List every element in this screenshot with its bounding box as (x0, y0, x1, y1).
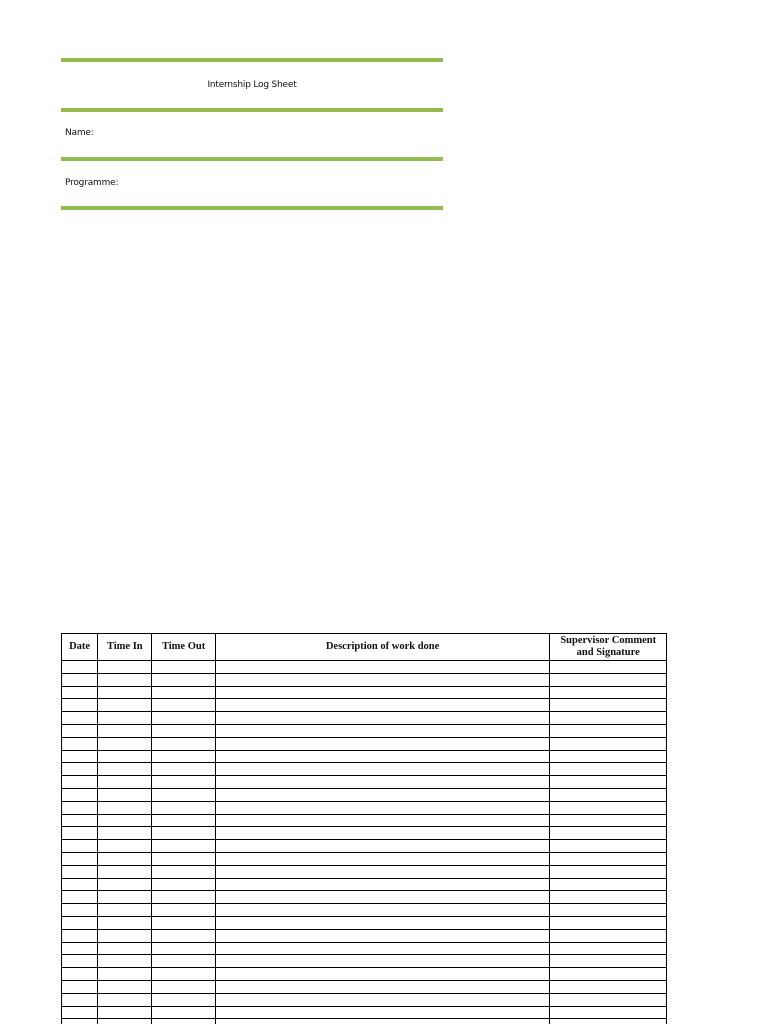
supervisor-cell (550, 942, 667, 955)
supervisor-cell (550, 1019, 667, 1024)
table-row (62, 993, 667, 1006)
date-cell (62, 661, 98, 674)
time-out-cell (152, 942, 215, 955)
time-in-cell (98, 712, 152, 725)
description-cell (215, 673, 550, 686)
table-row (62, 840, 667, 853)
date-cell (62, 980, 98, 993)
column-header-time-in: Time In (98, 634, 152, 661)
date-cell (62, 750, 98, 763)
description-cell (215, 661, 550, 674)
description-cell (215, 801, 550, 814)
green-divider (61, 157, 443, 161)
time-in-cell (98, 929, 152, 942)
table-row (62, 712, 667, 725)
time-in-cell (98, 763, 152, 776)
description-cell (215, 699, 550, 712)
description-cell (215, 737, 550, 750)
log-table (61, 633, 667, 1024)
description-cell (215, 827, 550, 840)
description-cell (215, 955, 550, 968)
time-out-cell (152, 673, 215, 686)
time-in-cell (98, 788, 152, 801)
time-in-cell (98, 968, 152, 981)
supervisor-cell (550, 865, 667, 878)
time-out-cell (152, 763, 215, 776)
table-row (62, 865, 667, 878)
time-out-cell (152, 750, 215, 763)
time-out-cell (152, 955, 215, 968)
supervisor-cell (550, 840, 667, 853)
table-row (62, 904, 667, 917)
table-row (62, 968, 667, 981)
supervisor-cell (550, 686, 667, 699)
time-in-cell (98, 916, 152, 929)
supervisor-cell (550, 891, 667, 904)
supervisor-cell (550, 814, 667, 827)
column-header-description: Description of work done (215, 634, 550, 661)
description-cell (215, 686, 550, 699)
programme-label: Programme: (65, 178, 119, 188)
time-in-cell (98, 827, 152, 840)
supervisor-cell (550, 852, 667, 865)
date-cell (62, 891, 98, 904)
time-out-cell (152, 801, 215, 814)
table-row (62, 686, 667, 699)
date-cell (62, 929, 98, 942)
table-row (62, 699, 667, 712)
supervisor-cell (550, 955, 667, 968)
time-out-cell (152, 968, 215, 981)
description-cell (215, 904, 550, 917)
time-out-cell (152, 827, 215, 840)
time-in-cell (98, 673, 152, 686)
table-body (62, 661, 667, 1024)
supervisor-cell (550, 788, 667, 801)
description-cell (215, 814, 550, 827)
date-cell (62, 827, 98, 840)
time-in-cell (98, 904, 152, 917)
description-cell (215, 865, 550, 878)
time-out-cell (152, 878, 215, 891)
supervisor-cell (550, 801, 667, 814)
table-row (62, 1006, 667, 1019)
supervisor-cell (550, 724, 667, 737)
date-cell (62, 878, 98, 891)
date-cell (62, 776, 98, 789)
date-cell (62, 686, 98, 699)
supervisor-cell (550, 993, 667, 1006)
supervisor-cell (550, 916, 667, 929)
table-row (62, 891, 667, 904)
description-cell (215, 929, 550, 942)
column-header-time-out: Time Out (152, 634, 215, 661)
supervisor-cell (550, 763, 667, 776)
date-cell (62, 763, 98, 776)
name-label: Name: (65, 128, 94, 138)
date-cell (62, 993, 98, 1006)
time-out-cell (152, 776, 215, 789)
supervisor-cell (550, 661, 667, 674)
supervisor-cell (550, 904, 667, 917)
description-cell (215, 980, 550, 993)
time-in-cell (98, 852, 152, 865)
date-cell (62, 916, 98, 929)
time-out-cell (152, 686, 215, 699)
date-cell (62, 865, 98, 878)
time-in-cell (98, 776, 152, 789)
table-row (62, 980, 667, 993)
date-cell (62, 712, 98, 725)
time-out-cell (152, 980, 215, 993)
table-row (62, 827, 667, 840)
date-cell (62, 904, 98, 917)
supervisor-cell (550, 712, 667, 725)
time-in-cell (98, 891, 152, 904)
time-out-cell (152, 1019, 215, 1024)
supervisor-cell (550, 878, 667, 891)
date-cell (62, 955, 98, 968)
time-in-cell (98, 699, 152, 712)
time-in-cell (98, 686, 152, 699)
date-cell (62, 724, 98, 737)
description-cell (215, 1006, 550, 1019)
time-out-cell (152, 661, 215, 674)
time-out-cell (152, 916, 215, 929)
table-row (62, 955, 667, 968)
green-divider (61, 206, 443, 210)
date-cell (62, 673, 98, 686)
time-out-cell (152, 865, 215, 878)
table-row (62, 763, 667, 776)
table-row (62, 724, 667, 737)
supervisor-cell (550, 699, 667, 712)
description-cell (215, 968, 550, 981)
time-in-cell (98, 750, 152, 763)
time-in-cell (98, 955, 152, 968)
table-row (62, 929, 667, 942)
table-row (62, 916, 667, 929)
table-row (62, 750, 667, 763)
table-row (62, 776, 667, 789)
supervisor-cell (550, 673, 667, 686)
supervisor-cell (550, 776, 667, 789)
time-out-cell (152, 737, 215, 750)
time-out-cell (152, 904, 215, 917)
date-cell (62, 840, 98, 853)
table-row (62, 661, 667, 674)
document-title: Internship Log Sheet (207, 80, 297, 90)
time-in-cell (98, 814, 152, 827)
date-cell (62, 1019, 98, 1024)
date-cell (62, 942, 98, 955)
time-in-cell (98, 724, 152, 737)
table-header-row (62, 634, 667, 661)
time-out-cell (152, 852, 215, 865)
description-cell (215, 840, 550, 853)
description-cell (215, 750, 550, 763)
table-row (62, 801, 667, 814)
green-divider (61, 108, 443, 112)
description-cell (215, 788, 550, 801)
column-header-date: Date (62, 634, 98, 661)
time-out-cell (152, 699, 215, 712)
date-cell (62, 852, 98, 865)
time-in-cell (98, 737, 152, 750)
table-row (62, 673, 667, 686)
table-row (62, 852, 667, 865)
supervisor-cell (550, 980, 667, 993)
time-out-cell (152, 712, 215, 725)
time-in-cell (98, 661, 152, 674)
time-in-cell (98, 840, 152, 853)
date-cell (62, 968, 98, 981)
time-out-cell (152, 840, 215, 853)
table-row (62, 788, 667, 801)
description-cell (215, 1019, 550, 1024)
green-divider (61, 58, 443, 62)
time-in-cell (98, 980, 152, 993)
description-cell (215, 942, 550, 955)
time-out-cell (152, 1006, 215, 1019)
time-in-cell (98, 1006, 152, 1019)
time-in-cell (98, 865, 152, 878)
supervisor-cell (550, 968, 667, 981)
description-cell (215, 724, 550, 737)
time-in-cell (98, 1019, 152, 1024)
description-cell (215, 878, 550, 891)
time-out-cell (152, 891, 215, 904)
description-cell (215, 852, 550, 865)
description-cell (215, 763, 550, 776)
time-in-cell (98, 878, 152, 891)
table-row (62, 942, 667, 955)
column-header-supervisor: Supervisor Comment and Signature (550, 634, 667, 661)
description-cell (215, 776, 550, 789)
time-in-cell (98, 993, 152, 1006)
time-out-cell (152, 993, 215, 1006)
date-cell (62, 814, 98, 827)
table-row (62, 878, 667, 891)
description-cell (215, 891, 550, 904)
supervisor-cell (550, 1006, 667, 1019)
supervisor-cell (550, 750, 667, 763)
date-cell (62, 788, 98, 801)
description-cell (215, 712, 550, 725)
date-cell (62, 1006, 98, 1019)
time-out-cell (152, 788, 215, 801)
time-out-cell (152, 724, 215, 737)
time-out-cell (152, 929, 215, 942)
date-cell (62, 699, 98, 712)
supervisor-cell (550, 737, 667, 750)
description-cell (215, 993, 550, 1006)
table-row (62, 737, 667, 750)
time-in-cell (98, 942, 152, 955)
table-row (62, 814, 667, 827)
date-cell (62, 737, 98, 750)
supervisor-cell (550, 827, 667, 840)
table-row (62, 1019, 667, 1024)
time-in-cell (98, 801, 152, 814)
supervisor-cell (550, 929, 667, 942)
time-out-cell (152, 814, 215, 827)
description-cell (215, 916, 550, 929)
date-cell (62, 801, 98, 814)
